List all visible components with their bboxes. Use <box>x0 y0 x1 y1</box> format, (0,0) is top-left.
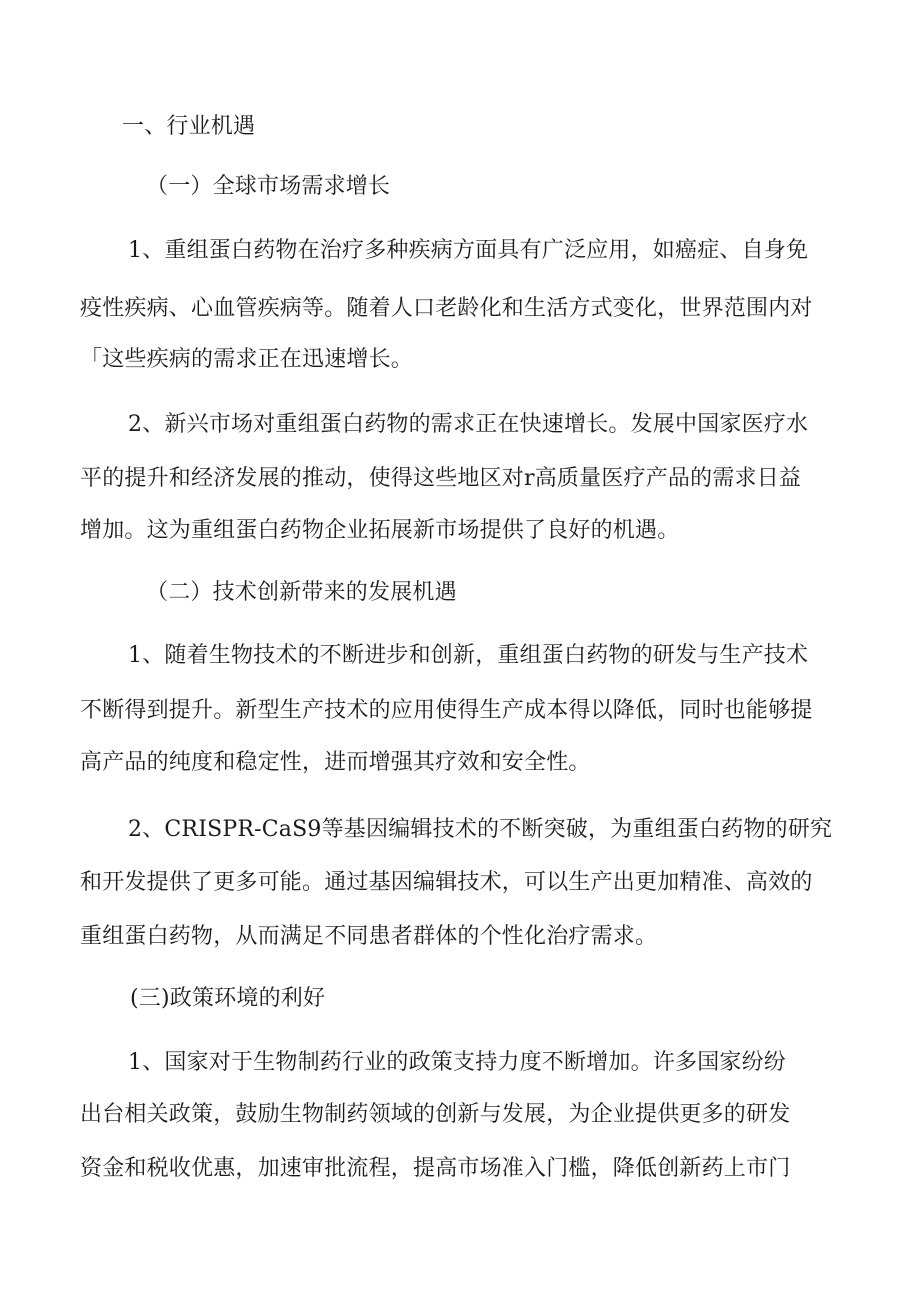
paragraph-5-line-1: 1、国家对于生物制药行业的政策支持力度不断增加。许多国家纷纷 <box>128 1050 786 1075</box>
subsection-title-1: （一）全球市场需求增长 <box>146 174 391 199</box>
subsection-title-2: （二）技术创新带来的发展机遇 <box>146 580 457 605</box>
paragraph-4-line-2: 和开发提供了更多可能。通过基因编辑技术，可以生产出更加精准、高效的 <box>80 870 813 895</box>
paragraph-1-line-3: 「这些疾病的需求正在迅速增长。 <box>80 347 414 372</box>
subsection-title-3: (三)政策环境的利好 <box>130 986 326 1011</box>
paragraph-5-line-3: 资金和税收优惠，加速审批流程，提高市场准入门槛，降低创新药上市门 <box>80 1156 791 1181</box>
section-heading: 一、行业机遇 <box>122 114 256 139</box>
paragraph-3-line-2: 不断得到提升。新型生产技术的应用使得生产成本得以降低，同时也能够提 <box>80 698 813 723</box>
paragraph-3-line-3: 高产品的纯度和稳定性，进而增强其疗效和安全性。 <box>80 750 591 775</box>
paragraph-1-line-1: 1、重组蛋白药物在治疗多种疾病方面具有广泛应用，如癌症、自身免 <box>128 238 809 263</box>
paragraph-2-line-1: 2、新兴市场对重组蛋白药物的需求正在快速增长。发展中国家医疗水 <box>128 412 809 437</box>
paragraph-1-line-2: 疫性疾病、心血管疾病等。随着人口老龄化和生活方式变化，世界范围内对 <box>80 296 813 321</box>
paragraph-3-line-1: 1、随着生物技术的不断进步和创新，重组蛋白药物的研发与生产技术 <box>128 643 809 668</box>
paragraph-4-line-1: 2、CRISPR-CaS9等基因编辑技术的不断突破，为重组蛋白药物的研究 <box>128 817 833 842</box>
paragraph-2-line-3: 增加。这为重组蛋白药物企业拓展新市场提供了良好的机遇。 <box>80 518 680 543</box>
paragraph-5-line-2: 出台相关政策，鼓励生物制药领域的创新与发展，为企业提供更多的研发 <box>80 1102 791 1127</box>
paragraph-4-line-3: 重组蛋白药物，从而满足不同患者群体的个性化治疗需求。 <box>80 924 658 949</box>
paragraph-2-line-2: 平的提升和经济发展的推动，使得这些地区对r高质量医疗产品的需求日益 <box>80 466 802 491</box>
